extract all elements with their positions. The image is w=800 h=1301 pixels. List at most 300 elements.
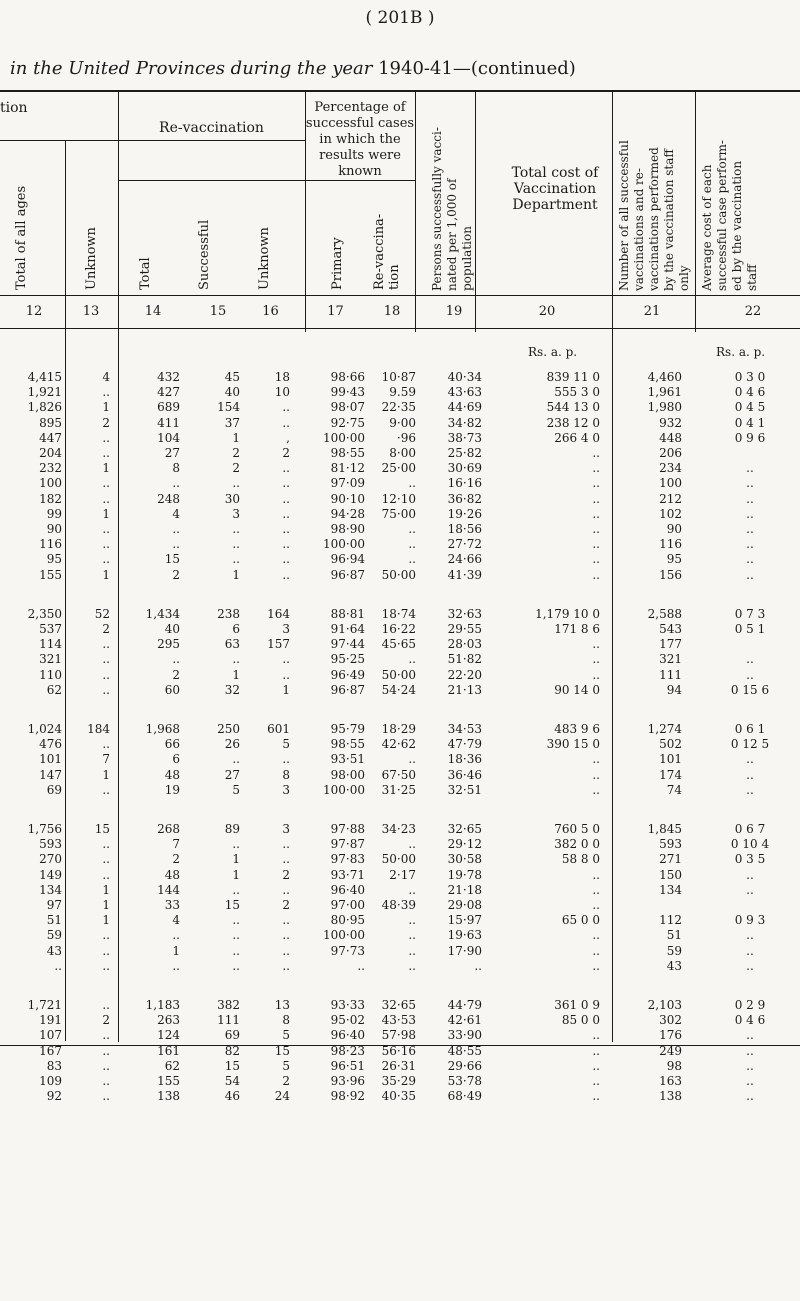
cell-c19: 15·97 (447, 913, 482, 928)
cell-c19: 17·90 (447, 943, 482, 958)
cell-c13: .. (102, 958, 110, 973)
cell-c16: 164 (267, 606, 290, 621)
cell-c13: .. (102, 782, 110, 797)
cell-c15: 32 (224, 682, 240, 697)
cell-c21: 90 (666, 522, 682, 536)
cell-c12: 62 (46, 682, 62, 697)
cell-c22: .. (746, 782, 754, 797)
cell-c12: 149 (39, 867, 62, 882)
cell-c19: 38·73 (447, 430, 482, 445)
cell-c18: 26·31 (381, 1058, 416, 1073)
cell-c12: 134 (39, 882, 62, 897)
cell-c15: .. (232, 537, 240, 552)
cell-c18: .. (408, 958, 416, 973)
cell-c18: 40·35 (381, 1089, 416, 1104)
cell-c20: 839 11 0 (546, 370, 600, 384)
cell-c21: 212 (659, 491, 682, 506)
column-number-17: 17 (327, 304, 344, 319)
cell-c20: .. (592, 1028, 600, 1043)
cell-c13: 1 (102, 898, 110, 912)
cell-c15: .. (232, 476, 240, 491)
cell-c18: 18·74 (381, 606, 416, 621)
cell-c14: 427 (157, 385, 180, 400)
cell-c14: 6 (172, 752, 180, 767)
cell-c17: 96·87 (330, 567, 365, 582)
cell-c16: 18 (274, 370, 290, 384)
table-row (0, 607, 800, 623)
cell-c18: 54·24 (381, 682, 416, 697)
cell-c13: .. (102, 1028, 110, 1043)
cell-c17: 92·75 (330, 415, 365, 430)
cell-c14: 295 (157, 637, 180, 652)
cell-c15: 27 (224, 767, 240, 782)
cell-c17: 91·64 (330, 622, 365, 636)
table-row (0, 1089, 800, 1105)
cell-c15: 3 (232, 506, 240, 521)
cell-c19: 32·51 (447, 782, 482, 797)
cell-c19: 21·18 (447, 882, 482, 897)
cell-c18: .. (408, 537, 416, 552)
cell-c14: 4 (172, 913, 180, 928)
cell-c19: 34·82 (447, 415, 482, 430)
cell-c21: 156 (659, 567, 682, 582)
cell-c22: .. (746, 958, 754, 973)
table-row (0, 652, 800, 668)
cell-c13: 4 (102, 370, 110, 384)
vrule-7 (695, 92, 696, 332)
cell-c13: .. (102, 552, 110, 567)
cell-c16: 10 (274, 385, 290, 400)
table-row (0, 913, 800, 929)
cell-c13: .. (102, 637, 110, 652)
table-row (0, 737, 800, 753)
cell-c12: 83 (46, 1058, 62, 1073)
cell-c12: 69 (46, 782, 62, 797)
cell-c22: 0 2 9 (734, 998, 766, 1012)
cell-c18: 56·16 (381, 1043, 416, 1058)
cell-c18: .. (408, 522, 416, 536)
cell-c17: 99·43 (330, 385, 365, 400)
cell-c13: .. (102, 652, 110, 667)
cell-c12: 4,415 (27, 370, 62, 384)
top-rule (0, 90, 800, 92)
cell-c15: 250 (217, 722, 240, 736)
cell-c18: 50·00 (381, 567, 416, 582)
header-unknown-2: Unknown (257, 227, 272, 290)
cell-c18: .. (408, 552, 416, 567)
table-row (0, 622, 800, 638)
caption-text: in the United Provinces during the year (10, 58, 373, 79)
cell-c18: 16·22 (381, 622, 416, 636)
cell-c14: .. (172, 928, 180, 943)
cell-c16: 13 (274, 998, 290, 1012)
cell-c17: 96·87 (330, 682, 365, 697)
cell-c20: .. (592, 767, 600, 782)
cell-c14: .. (172, 537, 180, 552)
cell-c19: 42·61 (447, 1013, 482, 1028)
cell-c22: .. (746, 522, 754, 536)
cell-c20: .. (592, 1043, 600, 1058)
cell-c13: .. (102, 1089, 110, 1104)
cell-c15: 30 (224, 491, 240, 506)
cell-c20: 90 14 0 (554, 682, 600, 697)
cell-c18: 50·00 (381, 667, 416, 682)
table-row (0, 568, 800, 584)
table-row (0, 1044, 800, 1060)
cell-c19: 51·82 (447, 652, 482, 667)
table-row (0, 461, 800, 477)
table-row (0, 446, 800, 462)
cell-c15: .. (232, 958, 240, 973)
cell-c14: 104 (157, 430, 180, 445)
cell-c21: 98 (666, 1058, 682, 1073)
cell-c12: 155 (39, 567, 62, 582)
cell-c12: 167 (39, 1043, 62, 1058)
cell-c17: 97·88 (330, 822, 365, 836)
cell-c12: 43 (46, 943, 62, 958)
cell-c19: 33·90 (447, 1028, 482, 1043)
cell-c15: 40 (224, 385, 240, 400)
cell-c21: 932 (659, 415, 682, 430)
cell-c14: 19 (164, 782, 180, 797)
cell-c14: 1,968 (145, 722, 180, 736)
cell-c15: .. (232, 837, 240, 852)
cell-c16: .. (282, 752, 290, 767)
cell-c12: 101 (39, 752, 62, 767)
cell-c15: 26 (224, 737, 240, 752)
cell-c19: 30·69 (447, 461, 482, 476)
cell-c17: 100·00 (323, 782, 365, 797)
cell-c22: .. (746, 1074, 754, 1088)
cell-c13: 1 (102, 767, 110, 782)
table-row (0, 959, 800, 975)
cell-c17: 95·02 (330, 1013, 365, 1028)
cell-c20: .. (592, 928, 600, 943)
cell-c17: 94·28 (330, 506, 365, 521)
cell-c17: 93·51 (330, 752, 365, 767)
cell-c21: 1,845 (647, 822, 682, 836)
cell-c19: 40·34 (447, 370, 482, 384)
cell-c18: .. (408, 652, 416, 667)
cell-c19: 68·49 (447, 1089, 482, 1104)
cell-c19: 28·03 (447, 637, 482, 652)
header-rule-2 (118, 180, 305, 181)
cell-c21: 138 (659, 1089, 682, 1104)
cell-c19: 18·36 (447, 752, 482, 767)
cell-c20: 361 0 9 (554, 998, 600, 1012)
cell-c12: 90 (46, 522, 62, 536)
cell-c12: 107 (39, 1028, 62, 1043)
column-number-20: 20 (538, 304, 556, 319)
header-rule-1 (0, 140, 305, 141)
cell-c22: 0 10 4 (730, 837, 770, 852)
cell-c14: 33 (164, 898, 180, 912)
cell-c14: 60 (164, 682, 180, 697)
cell-c15: 46 (224, 1089, 240, 1104)
cell-c18: .. (408, 928, 416, 943)
column-number-13: 13 (82, 304, 100, 319)
cell-c20: .. (592, 782, 600, 797)
cell-c16: .. (282, 958, 290, 973)
table-row (0, 768, 800, 784)
cell-c13: .. (102, 1074, 110, 1088)
cell-c16: 5 (282, 737, 290, 752)
cell-c16: .. (282, 882, 290, 897)
cell-c18: 31·25 (381, 782, 416, 797)
cell-c16: 5 (282, 1028, 290, 1043)
cell-c15: 154 (217, 400, 240, 415)
cell-c13: .. (102, 928, 110, 943)
cell-c16: 2 (282, 898, 290, 912)
cell-c13: 1 (102, 506, 110, 521)
cell-c18: 12·10 (381, 491, 416, 506)
cell-c17: 96·49 (330, 667, 365, 682)
cell-c21: 177 (659, 637, 682, 652)
cell-c13: 1 (102, 913, 110, 928)
cell-c13: .. (102, 837, 110, 852)
cell-c12: 204 (39, 446, 62, 460)
cell-c12: 1,756 (27, 822, 62, 836)
cell-c13: .. (102, 430, 110, 445)
cell-c15: 1 (232, 667, 240, 682)
cell-c14: 268 (157, 822, 180, 836)
cell-c14: 1,434 (145, 606, 180, 621)
column-number-15: 15 (209, 304, 227, 319)
cell-c13: .. (102, 667, 110, 682)
cell-c22: .. (746, 491, 754, 506)
cell-c21: 43 (666, 958, 682, 973)
cell-c21: 174 (659, 767, 682, 782)
cell-c20: 58 8 0 (561, 852, 600, 867)
cell-c12: 97 (46, 898, 62, 912)
cell-c12: 59 (46, 928, 62, 943)
unit-cost: Rs. a. p. (528, 345, 578, 359)
cell-c13: .. (102, 476, 110, 491)
cell-c22: .. (746, 567, 754, 582)
page-number: ( 201B ) (365, 8, 435, 28)
cell-c20: .. (592, 461, 600, 476)
cell-c15: 15 (224, 898, 240, 912)
cell-c12: 95 (46, 552, 62, 567)
cell-c21: 4,460 (647, 370, 682, 384)
cell-c16: .. (282, 461, 290, 476)
cell-c14: 62 (164, 1058, 180, 1073)
cell-c15: 54 (224, 1074, 240, 1088)
cell-c18: 2·17 (389, 867, 416, 882)
cell-c13: .. (102, 491, 110, 506)
cell-c13: .. (102, 867, 110, 882)
cell-c18: 32·65 (381, 998, 416, 1012)
cell-c18: .. (408, 837, 416, 852)
cell-c19: 21·13 (447, 682, 482, 697)
cell-c14: 124 (157, 1028, 180, 1043)
cell-c14: 4 (172, 506, 180, 521)
cell-c16: .. (282, 415, 290, 430)
cell-c17: 95·79 (330, 722, 365, 736)
cell-c20: 238 12 0 (546, 415, 600, 430)
cell-c17: 98·92 (330, 1089, 365, 1104)
cell-c20: .. (592, 958, 600, 973)
cell-c12: 99 (46, 506, 62, 521)
cell-c13: 2 (102, 415, 110, 430)
cell-c17: 98·90 (330, 522, 365, 536)
cell-c12: 92 (46, 1089, 62, 1104)
cell-c22: 0 4 5 (734, 400, 766, 415)
cell-c19: 53·78 (447, 1074, 482, 1088)
cell-c19: 32·65 (447, 822, 482, 836)
cell-c14: 248 (157, 491, 180, 506)
cell-c17: 98·66 (330, 370, 365, 384)
cell-c13: 1 (102, 882, 110, 897)
cell-c15: 2 (232, 446, 240, 460)
cell-c13: 7 (102, 752, 110, 767)
cell-c17: 100·00 (323, 928, 365, 943)
cell-c21: 1,961 (647, 385, 682, 400)
cell-c17: 97·83 (330, 852, 365, 867)
cell-c16: .. (282, 852, 290, 867)
cell-c19: .. (474, 958, 482, 973)
cell-c13: .. (102, 1043, 110, 1058)
cell-c13: .. (102, 852, 110, 867)
cell-c13: 1 (102, 567, 110, 582)
cell-c13: 2 (102, 1013, 110, 1028)
header-unknown-1: Unknown (84, 227, 99, 290)
cell-c22: 0 7 3 (734, 606, 766, 621)
header-rule-3 (305, 180, 415, 181)
cell-c21: 95 (666, 552, 682, 567)
cell-c16: , (286, 430, 290, 445)
cell-c12: 447 (39, 430, 62, 445)
cell-c19: 47·79 (447, 737, 482, 752)
cell-c12: 1,024 (27, 722, 62, 736)
table-row (0, 1074, 800, 1090)
header-percentage-group: Percentage of successful cases in which the results were known (305, 100, 415, 179)
cell-c16: .. (282, 522, 290, 536)
table-row (0, 385, 800, 401)
cell-c18: 34·23 (381, 822, 416, 836)
cell-c22: .. (746, 461, 754, 476)
cell-c13: .. (102, 998, 110, 1012)
cell-c19: 27·72 (447, 537, 482, 552)
cell-c21: 134 (659, 882, 682, 897)
cell-c19: 29·08 (447, 898, 482, 912)
cell-c21: 116 (659, 537, 682, 552)
cell-c21: 2,103 (647, 998, 682, 1012)
cell-c12: 476 (39, 737, 62, 752)
cell-c12: 2,350 (27, 606, 62, 621)
cell-c15: .. (232, 882, 240, 897)
cell-c17: 98·23 (330, 1043, 365, 1058)
cell-c22: 0 4 1 (734, 415, 766, 430)
cell-c16: .. (282, 506, 290, 521)
column-number-22: 22 (744, 304, 762, 319)
cell-c16: 601 (267, 722, 290, 736)
table-row (0, 637, 800, 653)
cell-c15: .. (232, 652, 240, 667)
header-average-cost: Average cost of each successful case perform- ed by the vaccination staff (700, 140, 759, 291)
header-total-all-ages: Total of all ages (14, 185, 29, 290)
cell-c17: 96·40 (330, 882, 365, 897)
cell-c19: 18·56 (447, 522, 482, 536)
cell-c22: 0 9 6 (734, 430, 766, 445)
cell-c21: 102 (659, 506, 682, 521)
cell-c17: 96·51 (330, 1058, 365, 1073)
cell-c20: .. (592, 898, 600, 912)
cell-c13: .. (102, 1058, 110, 1073)
cell-c22: .. (746, 1043, 754, 1058)
cell-c19: 32·63 (447, 606, 482, 621)
cell-c18: 42·62 (381, 737, 416, 752)
cell-c14: 1,183 (145, 998, 180, 1012)
cell-c16: .. (282, 476, 290, 491)
cell-c14: 48 (164, 867, 180, 882)
cell-c12: 147 (39, 767, 62, 782)
cell-c16: .. (282, 567, 290, 582)
cell-c19: 43·63 (447, 385, 482, 400)
cell-c15: .. (232, 928, 240, 943)
cell-c18: 22·35 (381, 400, 416, 415)
cell-c13: 1 (102, 461, 110, 476)
table-row (0, 852, 800, 868)
cell-c18: 9·00 (389, 415, 416, 430)
cell-c22: 0 4 6 (734, 1013, 766, 1028)
cell-c21: 163 (659, 1074, 682, 1088)
table-row (0, 476, 800, 492)
cell-c20: 382 0 0 (554, 837, 600, 852)
cell-c12: 116 (39, 537, 62, 552)
cell-c15: 111 (217, 1013, 240, 1028)
colnum-rule-top (0, 295, 800, 296)
table-row (0, 998, 800, 1014)
cell-c18: 10·87 (381, 370, 416, 384)
cell-c12: 100 (39, 476, 62, 491)
cell-c16: .. (282, 552, 290, 567)
header-successful: Successful (197, 219, 212, 290)
cell-c18: 67·50 (381, 767, 416, 782)
cell-c17: 98·55 (330, 446, 365, 460)
cell-c14: .. (172, 522, 180, 536)
table-row (0, 668, 800, 684)
cell-c14: 411 (157, 415, 180, 430)
cell-c16: 1 (282, 682, 290, 697)
cell-c22: 0 12 5 (730, 737, 770, 752)
cell-c19: 44·79 (447, 998, 482, 1012)
cell-c13: .. (102, 943, 110, 958)
cell-c20: 760 5 0 (554, 822, 600, 836)
table-row (0, 722, 800, 738)
cell-c16: 8 (282, 767, 290, 782)
cell-c21: 1,980 (647, 400, 682, 415)
cell-c20: 555 3 0 (554, 385, 600, 400)
vrule-4 (415, 92, 416, 332)
cell-c19: 34·53 (447, 722, 482, 736)
cell-c16: .. (282, 537, 290, 552)
cell-c17: 98·55 (330, 737, 365, 752)
cell-c22: .. (746, 1028, 754, 1043)
cell-c21: 502 (659, 737, 682, 752)
table-row (0, 1059, 800, 1075)
cell-c21: 74 (666, 782, 682, 797)
cell-c21: 150 (659, 867, 682, 882)
caption-continued: —(continued) (452, 58, 576, 79)
cell-c20: .. (592, 522, 600, 536)
table-row (0, 400, 800, 416)
colnum-rule-bottom (0, 328, 800, 329)
cell-c15: 2 (232, 461, 240, 476)
cell-c21: 100 (659, 476, 682, 491)
cell-c12: 182 (39, 491, 62, 506)
cell-c22: 0 9 3 (734, 913, 766, 928)
